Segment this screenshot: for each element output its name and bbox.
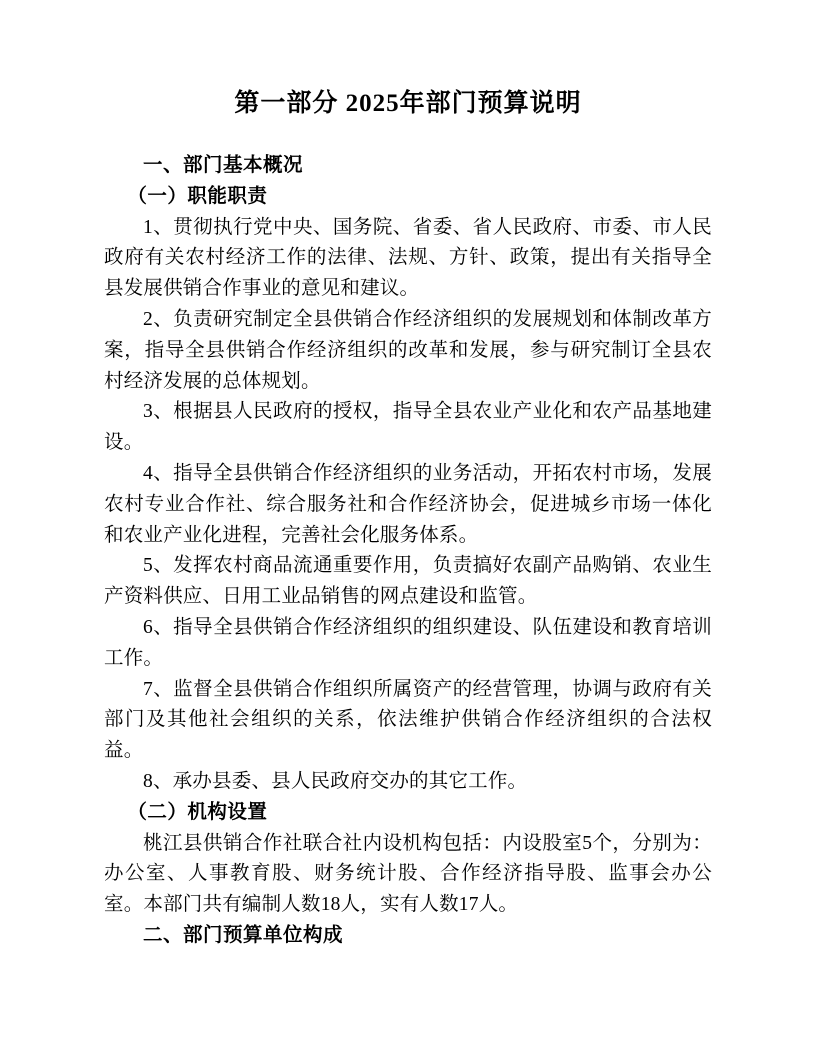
paragraph-duty-6: 6、指导全县供销合作经济组织的组织建设、队伍建设和教育培训工作。 [104, 616, 712, 669]
paragraph-duty-1: 1、贯彻执行党中央、国务院、省委、省人民政府、市委、市人民政府有关农村经济工作的法律、法规、方针、政策，提出有关指导全县发展供销合作事业的意见和建议。 [104, 216, 712, 300]
paragraph-duty-7: 7、监督全县供销合作组织所属资产的经营管理，协调与政府有关部门及其他社会组织的关系，依法维护供销合作经济组织的合法权益。 [104, 678, 712, 762]
paragraph-organization-1: 桃江县供销合作社联合社内设机构包括：内设股室5个，分别为：办公室、人事教育股、财务统计股、合作经济指导股、监事会办公室。本部门共有编制人数18人，实有人数17人。 [104, 832, 712, 916]
section-organization [104, 798, 712, 921]
section-subheading-duties: （一）职能职责 [127, 185, 268, 207]
section-budget-units [104, 921, 712, 952]
section-heading-1: 一、部门基本概况 [143, 155, 304, 176]
paragraph-duty-4: 4、指导全县供销合作经济组织的业务活动，开拓农村市场，发展农村专业合作社、综合服务社和合作经济协会，促进城乡市场一体化和农业产业化进程，完善社会化服务体系。 [104, 462, 712, 546]
section-basic-overview [104, 151, 712, 798]
paragraph-duty-3: 3、根据县人民政府的授权，指导全县农业产业化和农产品基地建设。 [104, 401, 712, 454]
section-heading-2: 二、部门预算单位构成 [143, 924, 344, 946]
paragraph-duty-8: 8、承办县委、县人民政府交办的其它工作。 [143, 770, 528, 792]
paragraph-duty-2: 2、负责研究制定全县供销合作经济组织的发展规划和体制改革方案，指导全县供销合作经济组织的改革和发展，参与研究制订全县农村经济发展的总体规划。 [104, 308, 712, 392]
section-subheading-organization: （二）机构设置 [127, 801, 268, 823]
page-title: 第一部分 2025年部门预算说明 [234, 90, 582, 117]
paragraph-duty-5: 5、发挥农村商品流通重要作用，负责搞好农副产品购销、农业生产资料供应、日用工业品销售的网点建设和监管。 [104, 555, 712, 608]
